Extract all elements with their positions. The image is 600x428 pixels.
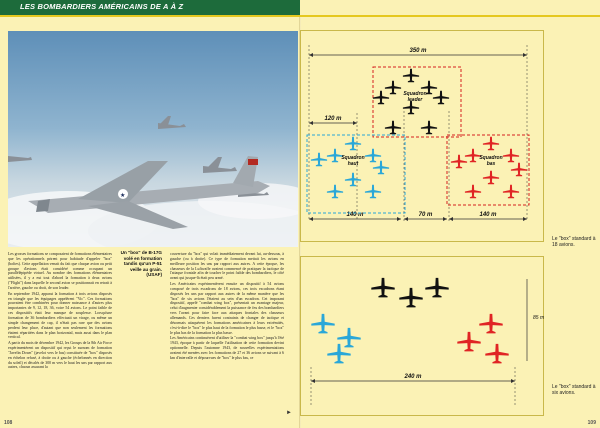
text-column-1 (8, 252, 112, 418)
diagram-18-aircraft-box (300, 30, 544, 242)
dimension-label: 350 m (409, 48, 427, 54)
bomber-icon (457, 332, 480, 352)
bomber-icon (311, 314, 334, 334)
side-label-18: Le "box" standard à 18 avions. (552, 236, 596, 248)
page-number-right: 109 (587, 420, 596, 426)
paragraph: Les grosses formations se composaient de formations élémentaires que les opérationnels prirent pour habitude d'appeler "box" (boîtes). Cette appellation venait du fait que chaque avion ou petit groupe d'avions était considéré comme occupant un parallélépipède virtuel. Au nombre des formations élémentaires utilisées, il y a eut tout d'abord la formation à deux avions ("Flight") dans laquelle le second avion se positionnait en retrait à l'arrière, gauche ou droit, de son leader. (8, 252, 112, 290)
bomber-icon (433, 91, 449, 105)
bomber-icon (373, 91, 389, 105)
high-label: Squadron haut (341, 155, 365, 167)
photo-caption: Un "box" de B-17G volé en formation tandis qu'un P-51 veille au grain. (USAF) (120, 250, 162, 278)
arrowhead-icon (404, 217, 408, 221)
diagram-6-aircraft-box (300, 256, 544, 416)
continue-arrow-icon: ► (286, 410, 292, 416)
bomber-icon (365, 185, 381, 199)
arrowhead-icon (311, 379, 315, 383)
bomber-icon (385, 81, 401, 95)
bomber-icon (345, 173, 361, 187)
arrowhead-icon (511, 379, 515, 383)
bomber-icon (479, 314, 502, 334)
bomber-icon (451, 155, 467, 169)
arrowhead-icon (523, 53, 527, 57)
bomber-icon (421, 121, 437, 135)
bomber-icon (503, 185, 519, 199)
paragraph: Les Américains expérimentèrent ensuite un dispositif à 54 avions composé de trois escadrons de 18 avions, ces trois escadrons étant disposés les uns par rapport aux autres de la même manière que les "box" de six avions l'étaient au sein d'un escadron. Cet imposant dispositif, appelé "combat wing box", présentait un avantage majeur, celui d'augmenter considérablement la puissance de feu des bombardiers vers l'avant pour faire face aux attaques frontales des chasseurs allemands. Ces derniers furent contraints de changer de tactique et désormais attaquèrent les formations américaines à leurs extrémités, c'est-à-dire le "box" le plus haut de la formation le plus basse, et le "box" le plus bas de la formation la plus basse. (170, 282, 284, 335)
page-number-left: 108 (4, 420, 13, 426)
dimension-label: 140 m (346, 212, 364, 218)
arrowhead-icon (443, 217, 447, 221)
bomber-icon (425, 278, 448, 298)
dimension-label: 140 m (479, 212, 497, 218)
arrowhead-icon (309, 217, 313, 221)
bomber-icon (485, 344, 508, 364)
bomber-icon (511, 163, 527, 177)
leader-label: Squadron leader (403, 91, 427, 103)
bomber-icon (465, 185, 481, 199)
header-title: LES BOMBARDIERS AMÉRICAINS DE A À Z (20, 2, 184, 11)
high-frame (307, 135, 405, 213)
arrowhead-icon (523, 217, 527, 221)
bomber-icon (337, 328, 360, 348)
svg-text:★: ★ (120, 193, 126, 199)
bomber-icon (311, 153, 327, 167)
paragraph: A partir du mois de décembre 1942, les Groups de la 8th Air Force expérimentèrent un dispositif qui reçut le surnom de formation "Javelin Down" (javelot vers le bas) constituée de "box" disposés en échelon refusé, à droite ou à gauche (échelonnés en direction du soleil) et décalés de 300 m vers le haut les uns par rapport aux autres, chacun assurant la (8, 341, 112, 370)
bomber-icon (385, 121, 401, 135)
arrowhead-icon (397, 217, 401, 221)
dimension-label: 240 m (404, 374, 422, 380)
bomber-icon (403, 69, 419, 83)
arrowhead-icon (309, 121, 313, 125)
header-bar (0, 0, 300, 15)
text-column-2 (170, 252, 284, 418)
header-right (300, 0, 600, 15)
footer-left (0, 419, 300, 428)
bomber-icon (483, 137, 499, 151)
side-label-6: Le "box" standard à six avions. (552, 384, 596, 396)
bomber-icon (399, 288, 422, 308)
paragraph: En septembre 1942, apparut la formation à trois avions disposés en triangle que les équipages appelèrent "Vic". Ces formations pouvaient être combinées pour donner naissance à d'autres plus importantes de 9, 12, 18, 36, voire 54 avions. Le point faible de ces dispositifs était leur manque de souplesse. Lorsqu'une formation de 36 bombardiers effectuait un virage, ou même un simple changement de cap, il n'était pas rare que des avions perdent leur place, d'autant que non seulement les formations étaient répartiées dans le plan horizontal, mais aussi dans le plan vertical. (8, 291, 112, 340)
paragraph: Les Américains continuèrent d'utiliser la "combat wing box" jusqu'à l'été 1943, époque à partir de laquelle l'utilisation de cette formation devint optionnelle. Depuis l'automne 1943, de nouvelles expérimentations avaient été menées avec les formations de 27 et 36 avions se suivant à 6 km d'intervalle et dépourvues de "box" le plus bas, ce (170, 336, 284, 360)
dimension-label: 120 m (324, 116, 342, 122)
bomber-icon (373, 161, 389, 175)
bomber-icon (327, 185, 343, 199)
bomber-icon (365, 149, 381, 163)
paragraph: couverture du "box" qui volait immédiatement devant lui, au-dessous, à gauche (ou à droite). Ce type de formation mettait les avions en meilleure position les uns par rapport aux autres. A cette époque, les chasseurs de la Luftwaffe avaient commencé de pratiquer la tactique de l'attaque frontale afin de toucher le point faible des bombardiers, le côté avant qui jusque-là était peu armé. (170, 252, 284, 281)
bomber-icon (371, 278, 394, 298)
bomber-icon (483, 171, 499, 185)
bomber-icon (503, 149, 519, 163)
arrowhead-icon (353, 121, 357, 125)
dimension-label: 85 m (533, 315, 545, 321)
low-label: Squadron bas (479, 155, 503, 167)
arrowhead-icon (309, 53, 313, 57)
b17-formation-photo (8, 31, 298, 247)
arrowhead-icon (449, 217, 453, 221)
footer-right (300, 419, 600, 428)
bomber-icon (345, 137, 361, 151)
dimension-label: 70 m (418, 212, 433, 218)
